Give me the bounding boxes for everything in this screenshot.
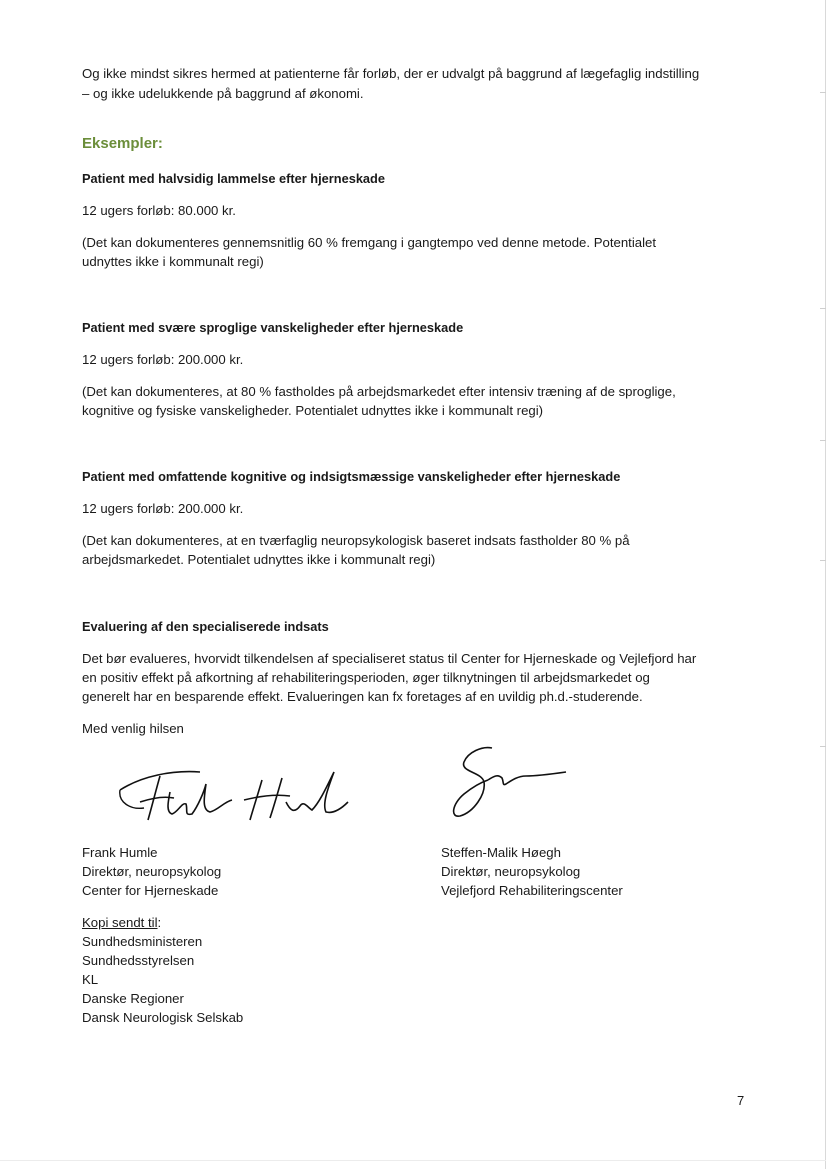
copy-recipient: Sundhedsstyrelsen: [82, 953, 195, 968]
example-note-line-2: kognitive og fysiske vanskeligheder. Potentialet udnyttes ikke i kommunalt regi): [82, 403, 544, 418]
example-title: Patient med svære sproglige vanskeligheder efter hjerneskade: [82, 320, 464, 335]
example-cost: 12 ugers forløb: 200.000 kr.: [82, 352, 244, 367]
example-title: Patient med halvsidig lammelse efter hjerneskade: [82, 171, 385, 186]
signatory-title: Direktør, neuropsykolog: [441, 864, 581, 879]
example-note-line-1: (Det kan dokumenteres, at 80 % fastholdes på arbejdsmarkedet efter intensiv træning af de sproglige,: [82, 384, 676, 399]
margin-tick: [820, 440, 826, 441]
intro-line-2: – og ikke udelukkende på baggrund af økonomi.: [82, 86, 364, 101]
evaluation-line-1: Det bør evalueres, hvorvidt tilkendelsen af specialiseret status til Center for Hjerneskade og Vejlefjord har: [82, 651, 697, 666]
signatory-title: Direktør, neuropsykolog: [82, 864, 222, 879]
example-title: Patient med omfattende kognitive og indsigtsmæssige vanskeligheder efter hjerneskade: [82, 469, 621, 484]
margin-tick: [820, 308, 826, 309]
example-note-line-1: (Det kan dokumenteres gennemsnitlig 60 % fremgang i gangtempo ved denne metode. Potentialet: [82, 235, 657, 250]
copies-label: Kopi sendt til: [82, 915, 158, 930]
closing-greeting: Med venlig hilsen: [82, 721, 184, 736]
margin-tick: [820, 560, 826, 561]
copy-recipient: KL: [82, 972, 99, 987]
example-cost: 12 ugers forløb: 80.000 kr.: [82, 203, 236, 218]
intro-line-1: Og ikke mindst sikres hermed at patienterne får forløb, der er udvalgt på baggrund af lægefaglig indstilling: [82, 66, 700, 81]
copies-heading: [82, 913, 161, 932]
signatory-org: Center for Hjerneskade: [82, 883, 219, 898]
copy-recipient: Sundhedsministeren: [82, 934, 203, 949]
copies-suffix: :: [157, 915, 162, 930]
example-note-line-2: udnyttes ikke i kommunalt regi): [82, 254, 264, 269]
signatory-name: Frank Humle: [82, 845, 158, 860]
page-number: 7: [737, 1093, 745, 1108]
evaluation-title: Evaluering af den specialiserede indsats: [82, 619, 329, 634]
examples-heading: Eksempler:: [82, 135, 163, 152]
margin-tick: [820, 92, 826, 93]
signatory-org: Vejlefjord Rehabiliteringscenter: [441, 883, 623, 898]
copy-recipient: Danske Regioner: [82, 991, 184, 1006]
example-note-line-1: (Det kan dokumenteres, at en tværfaglig neuropsykologisk baseret indsats fastholder 80 % på: [82, 533, 630, 548]
evaluation-line-2: en positiv effekt på afkortning af rehabiliteringsperioden, øger tilknytningen til arbejdsmarkedet og: [82, 670, 650, 685]
signatory-name: Steffen-Malik Høegh: [441, 845, 561, 860]
signature-steffen-malik-hoegh: [448, 742, 573, 822]
evaluation-line-3: generelt har en besparende effekt. Evalueringen kan fx foretages af en uvildig ph.d.-studerende.: [82, 689, 643, 704]
page-edge-bottom: [0, 1160, 826, 1161]
margin-tick: [820, 746, 826, 747]
example-cost: 12 ugers forløb: 200.000 kr.: [82, 501, 244, 516]
example-note-line-2: arbejdsmarkedet. Potentialet udnyttes ikke i kommunalt regi): [82, 552, 436, 567]
signature-frank-humle: [112, 762, 362, 832]
copy-recipient: Dansk Neurologisk Selskab: [82, 1010, 244, 1025]
